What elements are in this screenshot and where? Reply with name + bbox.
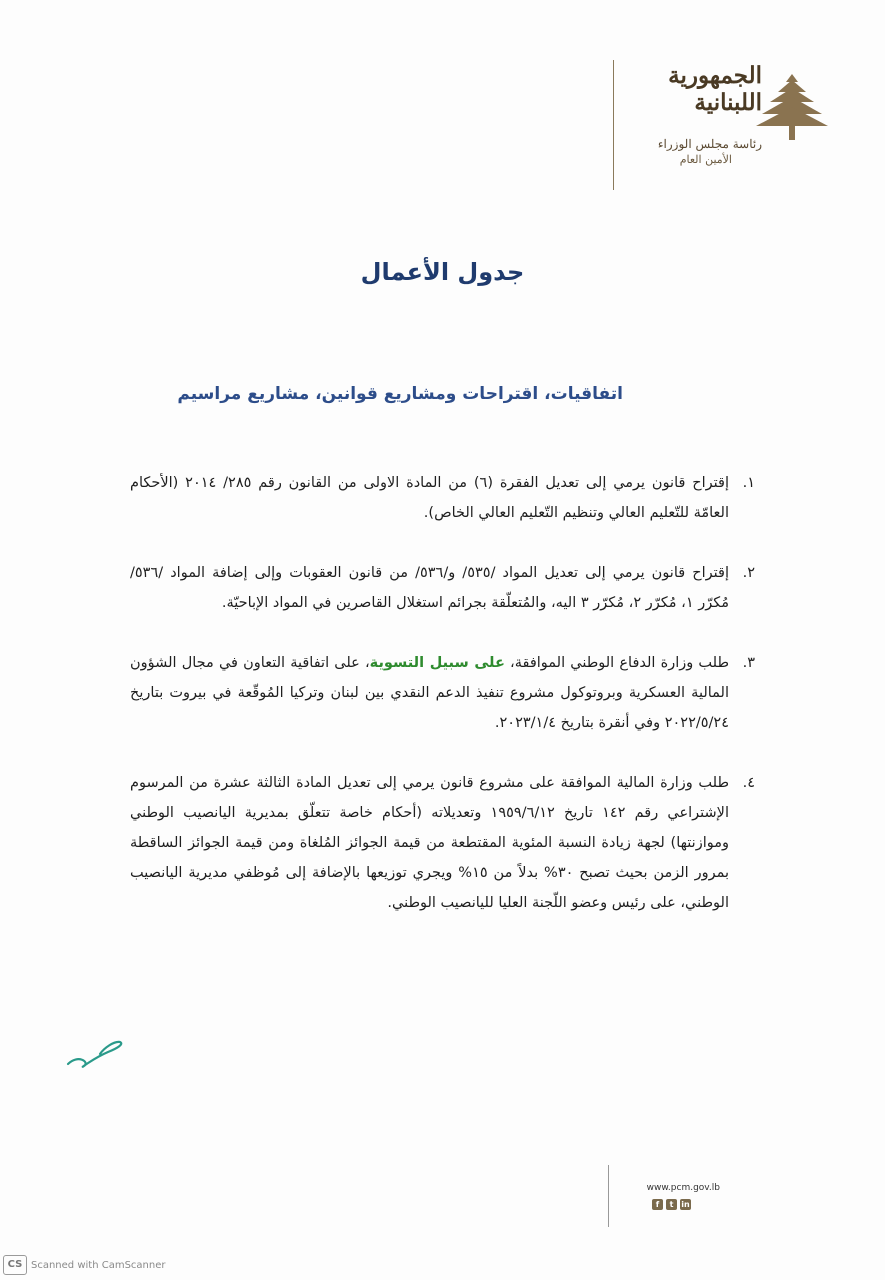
agenda-list [130, 468, 755, 948]
secretary-general-line: الأمين العام [679, 153, 732, 166]
handwritten-initials [64, 1032, 128, 1072]
cedar-icon [752, 70, 832, 150]
page-title: جدول الأعمال [360, 258, 525, 286]
item-text [130, 648, 729, 738]
item-number: ٢. [742, 565, 755, 581]
agenda-item [130, 648, 755, 738]
item-text-end: ، على اتفاقية التعاون في مجال الشؤون المالية العسكرية وبروتوكول مشروع تنفيذ الدعم النقدي بين لبنان وتركيا المُوقّعة في بيروت بتاريخ ٢٠٢٢/٥/٢٤ وفي أنقرة بتاريخ ٢٠٢٣/١/٤. [130, 655, 729, 731]
scanner-watermark [3, 1255, 166, 1275]
agenda-item [130, 468, 755, 528]
republic-name-line2: اللبنانية [694, 89, 762, 116]
presidency-line: رئاسة مجلس الوزراء [657, 137, 762, 151]
item-text: إقتراح قانون يرمي إلى تعديل المواد /٥٣٥/ و/٥٣٦/ من قانون العقوبات وإلى إضافة المواد /٥٣٦/ مُكرّر ١، مُكرّر ٢، مُكرّر ٣ اليه، والمُتعلّقة بجرائم استغلال القاصرين في المواد الإباحيّة. [130, 565, 729, 611]
item-text-start: طلب وزارة الدفاع الوطني الموافقة، [504, 655, 730, 671]
camscanner-logo: CS [3, 1255, 27, 1275]
section-subtitle: اتفاقيات، اقتراحات ومشاريع قوانين، مشاريع مراسيم [177, 384, 623, 404]
item-number: ٣. [742, 655, 755, 671]
item-text: إقتراح قانون يرمي إلى تعديل الفقرة (٦) من المادة الاولى من القانون رقم ٢٨٥/ ٢٠١٤ (الأحكام العامّة للتّعليم العالي وتنظيم التّعليم العالي الخاص). [130, 475, 729, 521]
watermark-text: Scanned with CamScanner [31, 1259, 166, 1271]
linkedin-icon[interactable]: in [681, 1200, 690, 1209]
agenda-item [130, 558, 755, 618]
letterhead [622, 62, 762, 168]
social-icons [652, 1199, 691, 1210]
agenda-item [130, 768, 755, 918]
website-link[interactable]: www.pcm.gov.lb [646, 1183, 720, 1193]
header-divider [613, 60, 614, 190]
highlighted-phrase: على سبيل التسوية [369, 655, 505, 671]
item-number: ١. [742, 475, 755, 491]
item-number: ٤. [742, 775, 755, 791]
item-text: طلب وزارة المالية الموافقة على مشروع قانون يرمي إلى تعديل المادة الثالثة عشرة من المرسوم الإشتراعي رقم ١٤٢ تاريخ ١٩٥٩/٦/١٢ وتعديلاته (أحكام خاصة تتعلّق بمديرية اليانصيب الوطني وموازنتها) لجهة زيادة النسبة المئوية المقتطعة من قيمة الجوائز المُلغاة ومن قيمة الجوائز الساقطة بمرور الزمن بحيث تصبح ٣٠% بدلاً من ١٥% ويجري توزيعها بالإضافة إلى مُوظفي مديرية اليانصيب الوطني، على رئيس وعضو اللّجنة العليا لليانصيب الوطني. [130, 775, 730, 911]
twitter-icon[interactable]: t [666, 1199, 677, 1210]
footer-divider [608, 1165, 609, 1227]
facebook-icon[interactable]: f [652, 1199, 663, 1210]
republic-name-line1: الجمهورية [668, 62, 762, 89]
